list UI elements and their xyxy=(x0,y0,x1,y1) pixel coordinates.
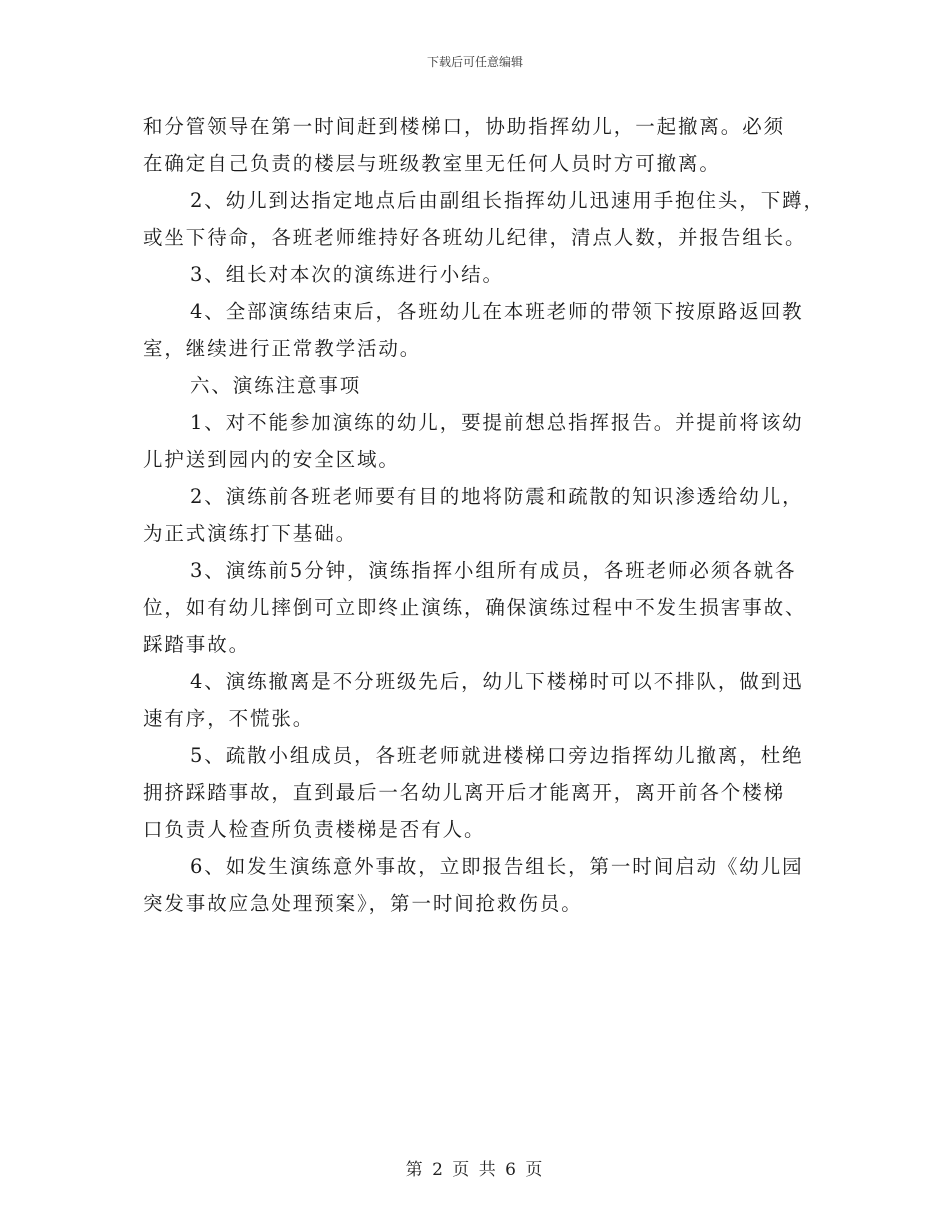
document-body xyxy=(143,108,825,922)
text-line: 室，继续进行正常教学活动。 xyxy=(143,337,422,360)
text-line: 4、演练撤离是不分班级先后，幼儿下楼梯时可以不排队，做到迅 xyxy=(190,670,804,693)
page-header: 下载后可任意编辑 xyxy=(426,55,523,69)
text-line: 速有序，不慌张。 xyxy=(143,707,315,730)
text-line: 或坐下待命，各班老师维持好各班幼儿纪律，清点人数，并报告组长。 xyxy=(143,226,807,249)
text-line: 口负责人检查所负责楼梯是否有人。 xyxy=(143,818,486,841)
text-line: 2、幼儿到达指定地点后由副组长指挥幼儿迅速用手抱住头，下蹲， xyxy=(190,189,825,212)
section-heading: 六、演练注意事项 xyxy=(190,374,362,397)
text-line: 6、如发生演练意外事故，立即报告组长，第一时间启动《幼儿园 xyxy=(190,855,804,878)
text-line: 在确定自己负责的楼层与班级教室里无任何人员时方可撤离。 xyxy=(143,152,721,175)
text-line: 为正式演练打下基础。 xyxy=(143,522,358,545)
text-line: 踩踏事故。 xyxy=(143,633,251,656)
text-line: 儿护送到园内的安全区域。 xyxy=(143,448,400,471)
text-line: 突发事故应急处理预案》，第一时间抢救伤员。 xyxy=(143,892,583,915)
text-line: 和分管领导在第一时间赶到楼梯口，协助指挥幼儿，一起撤离。必须 xyxy=(143,115,786,138)
text-line: 3、演练前5分钟，演练指挥小组所有成员，各班老师必须各就各 xyxy=(190,559,797,582)
page-number: 第 2 页 共 6 页 xyxy=(405,1160,545,1180)
text-line: 2、演练前各班老师要有目的地将防震和疏散的知识渗透给幼儿， xyxy=(190,485,804,508)
text-line: 3、组长对本次的演练进行小结。 xyxy=(190,263,504,286)
text-line: 1、对不能参加演练的幼儿，要提前想总指挥报告。并提前将该幼 xyxy=(190,411,804,434)
text-line: 拥挤踩踏事故，直到最后一名幼儿离开后才能离开，离开前各个楼梯 xyxy=(143,781,786,804)
text-line: 位，如有幼儿摔倒可立即终止演练，确保演练过程中不发生损害事故、 xyxy=(143,596,807,619)
text-line: 4、全部演练结束后，各班幼儿在本班老师的带领下按原路返回教 xyxy=(190,300,804,323)
text-line: 5、疏散小组成员，各班老师就进楼梯口旁边指挥幼儿撤离，杜绝 xyxy=(190,744,804,767)
